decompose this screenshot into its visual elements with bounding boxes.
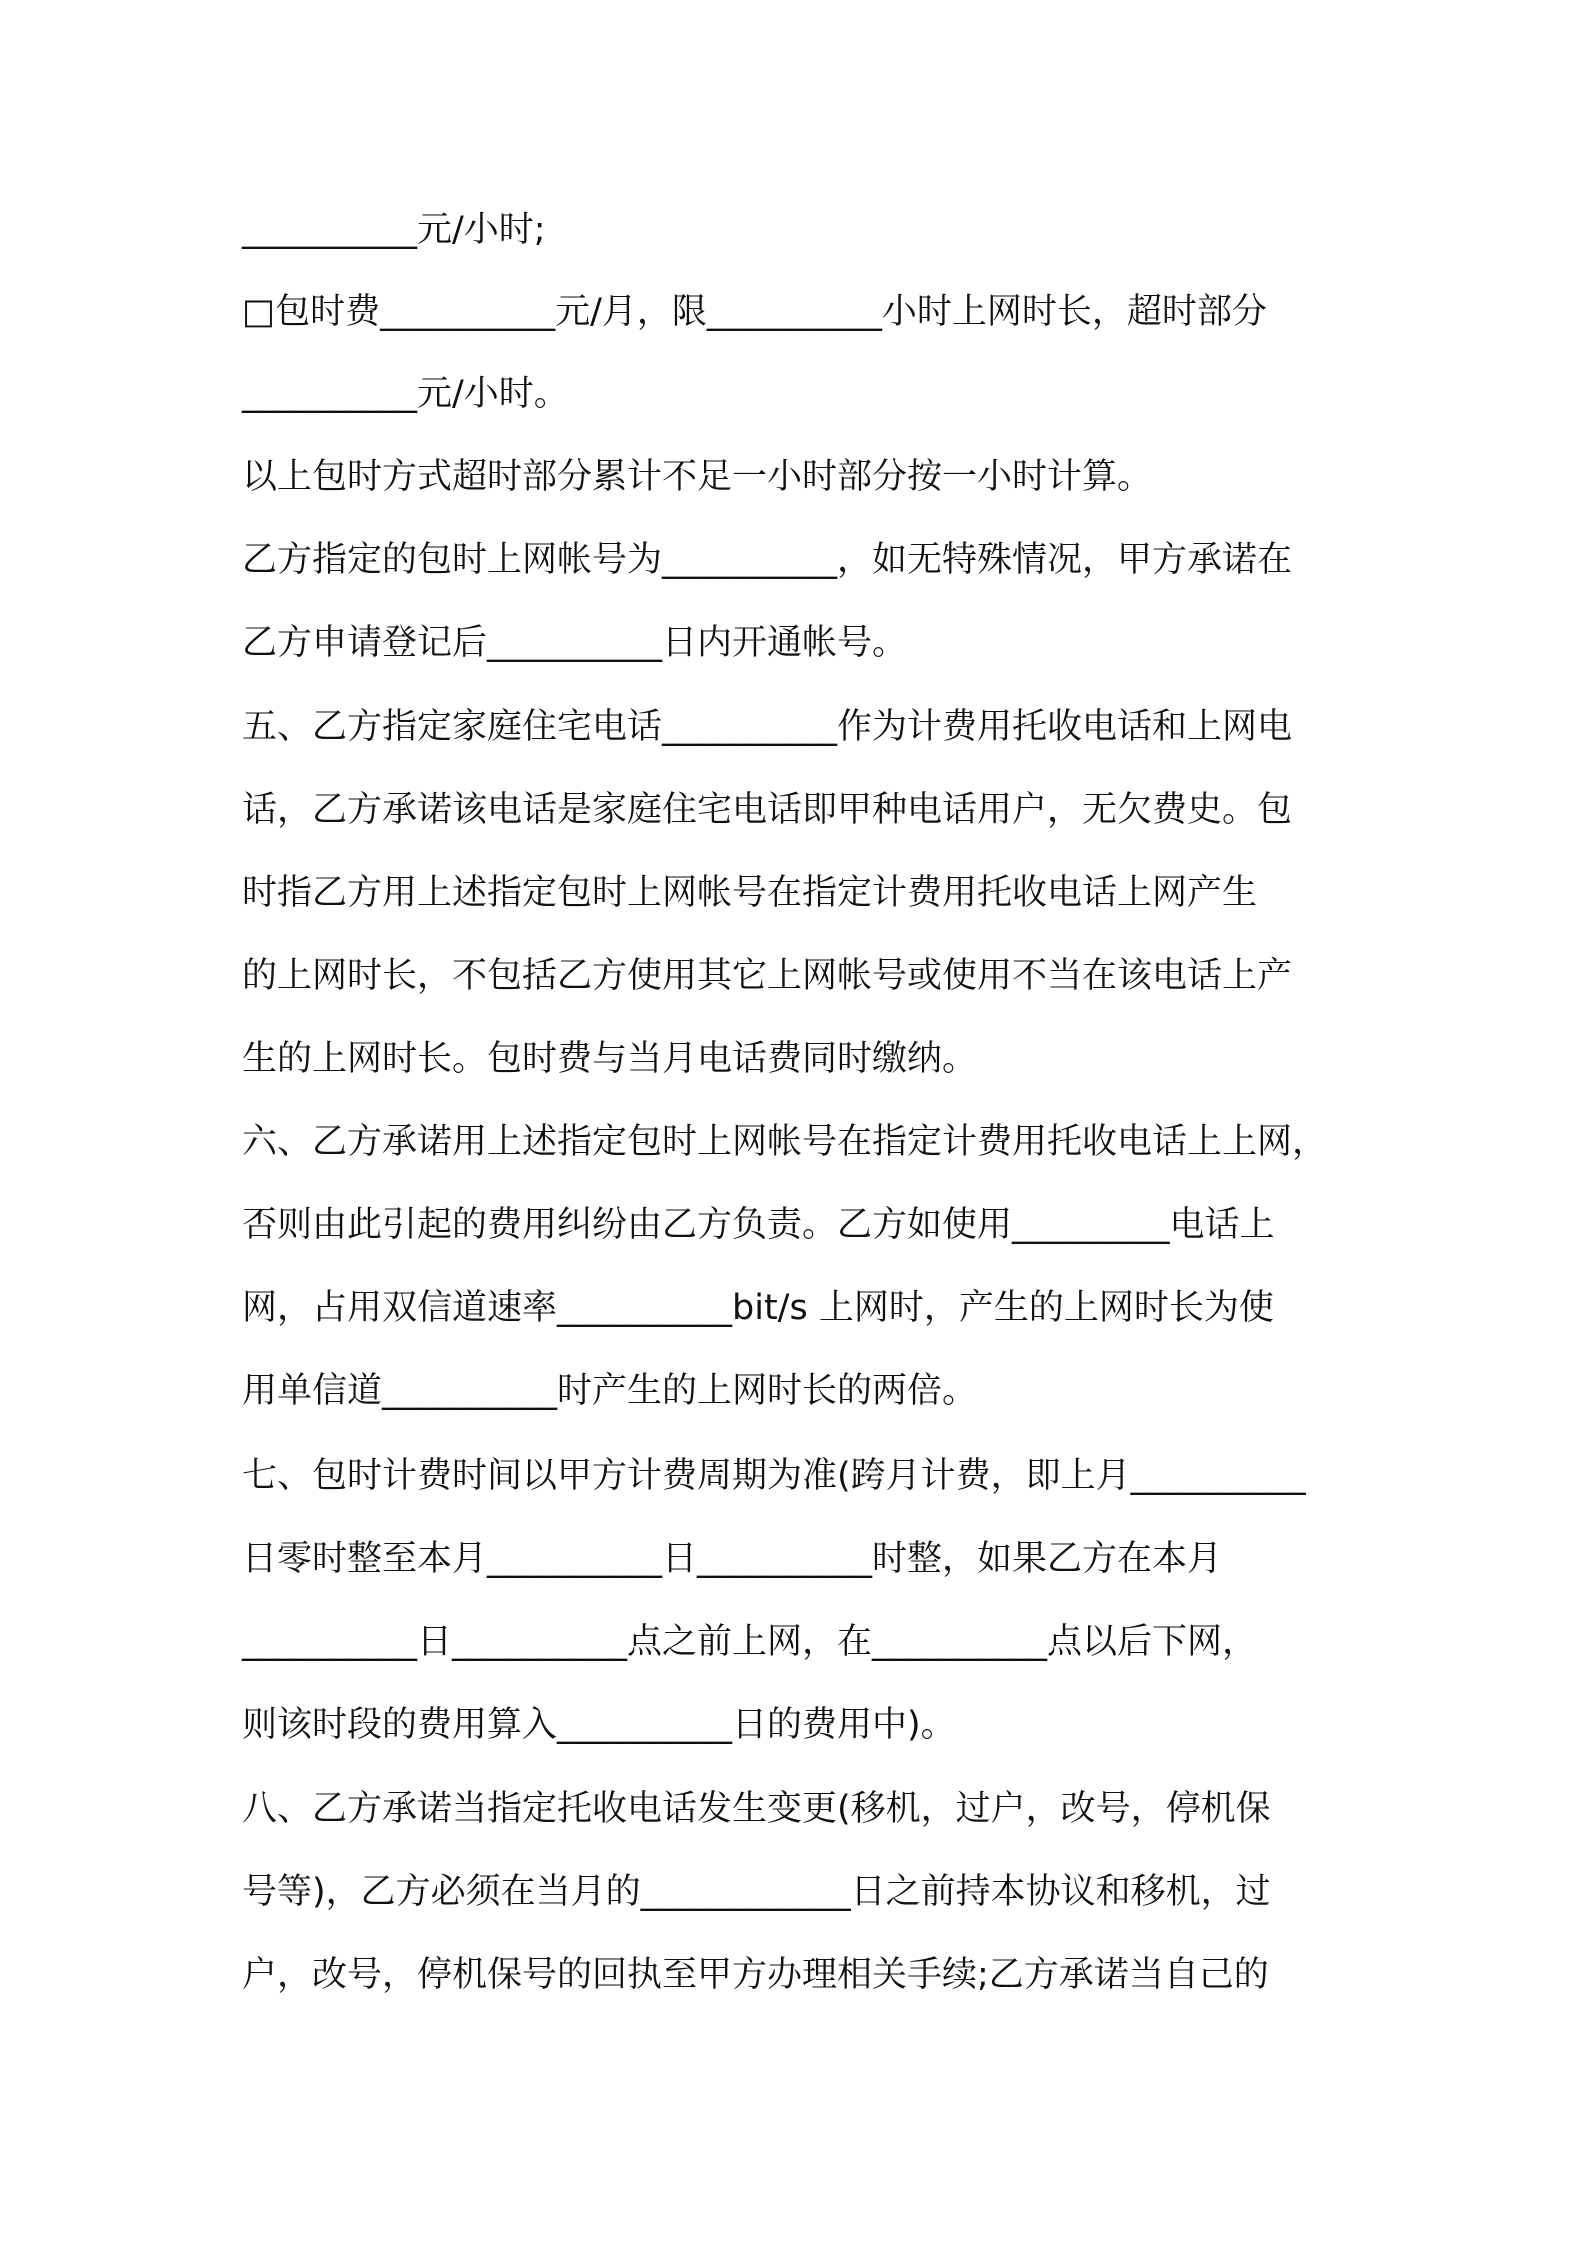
text-line-14: 网，占用双信道速率__________bit/s 上网时，产生的上网时长为使 bbox=[242, 1288, 1274, 1328]
text-line-18: __________日__________点之前上网，在__________点以后下网， bbox=[242, 1622, 1258, 1662]
text-line-15: 用单信道__________时产生的上网时长的两倍。 bbox=[242, 1371, 978, 1411]
text-line-4: 以上包时方式超时部分累计不足一小时部分按一小时计算。 bbox=[242, 457, 1153, 497]
text-line-2: □包时费__________元/月，限__________小时上网时长，超时部分 bbox=[242, 292, 1267, 332]
text-line-22: 户，改号，停机保号的回执至甲方办理相关手续;乙方承诺当自己的 bbox=[242, 1955, 1269, 1995]
text-line-16: 七、包时计费时间以甲方计费周期为准(跨月计费，即上月__________ bbox=[242, 1456, 1306, 1496]
text-line-13: 否则由此引起的费用纠纷由乙方负责。乙方如使用_________电话上 bbox=[242, 1205, 1275, 1245]
text-line-8: 话，乙方承诺该电话是家庭住宅电话即甲种电话用户，无欠费史。包 bbox=[242, 790, 1293, 830]
text-line-17: 日零时整至本月__________日__________时整，如果乙方在本月 bbox=[242, 1539, 1223, 1579]
text-line-10: 的上网时长，不包括乙方使用其它上网帐号或使用不当在该电话上产 bbox=[242, 956, 1293, 996]
text-line-11: 生的上网时长。包时费与当月电话费同时缴纳。 bbox=[242, 1039, 978, 1079]
text-line-20: 八、乙方承诺当指定托收电话发生变更(移机，过户，改号，停机保 bbox=[242, 1789, 1271, 1829]
text-line-7: 五、乙方指定家庭住宅电话__________作为计费用托收电话和上网电 bbox=[242, 707, 1293, 747]
text-line-19: 则该时段的费用算入__________日的费用中)。 bbox=[242, 1705, 956, 1745]
text-line-12: 六、乙方承诺用上述指定包时上网帐号在指定计费用托收电话上上网， bbox=[242, 1122, 1328, 1162]
text-line-21: 号等)，乙方必须在当月的____________日之前持本协议和移机，过 bbox=[242, 1872, 1271, 1912]
text-line-1: __________元/小时; bbox=[242, 210, 546, 250]
text-line-9: 时指乙方用上述指定包时上网帐号在指定计费用托收电话上网产生 bbox=[242, 873, 1258, 913]
text-line-6: 乙方申请登记后__________日内开通帐号。 bbox=[242, 623, 908, 663]
text-line-5: 乙方指定的包时上网帐号为__________，如无特殊情况，甲方承诺在 bbox=[242, 540, 1293, 580]
text-line-3: __________元/小时。 bbox=[242, 374, 569, 414]
